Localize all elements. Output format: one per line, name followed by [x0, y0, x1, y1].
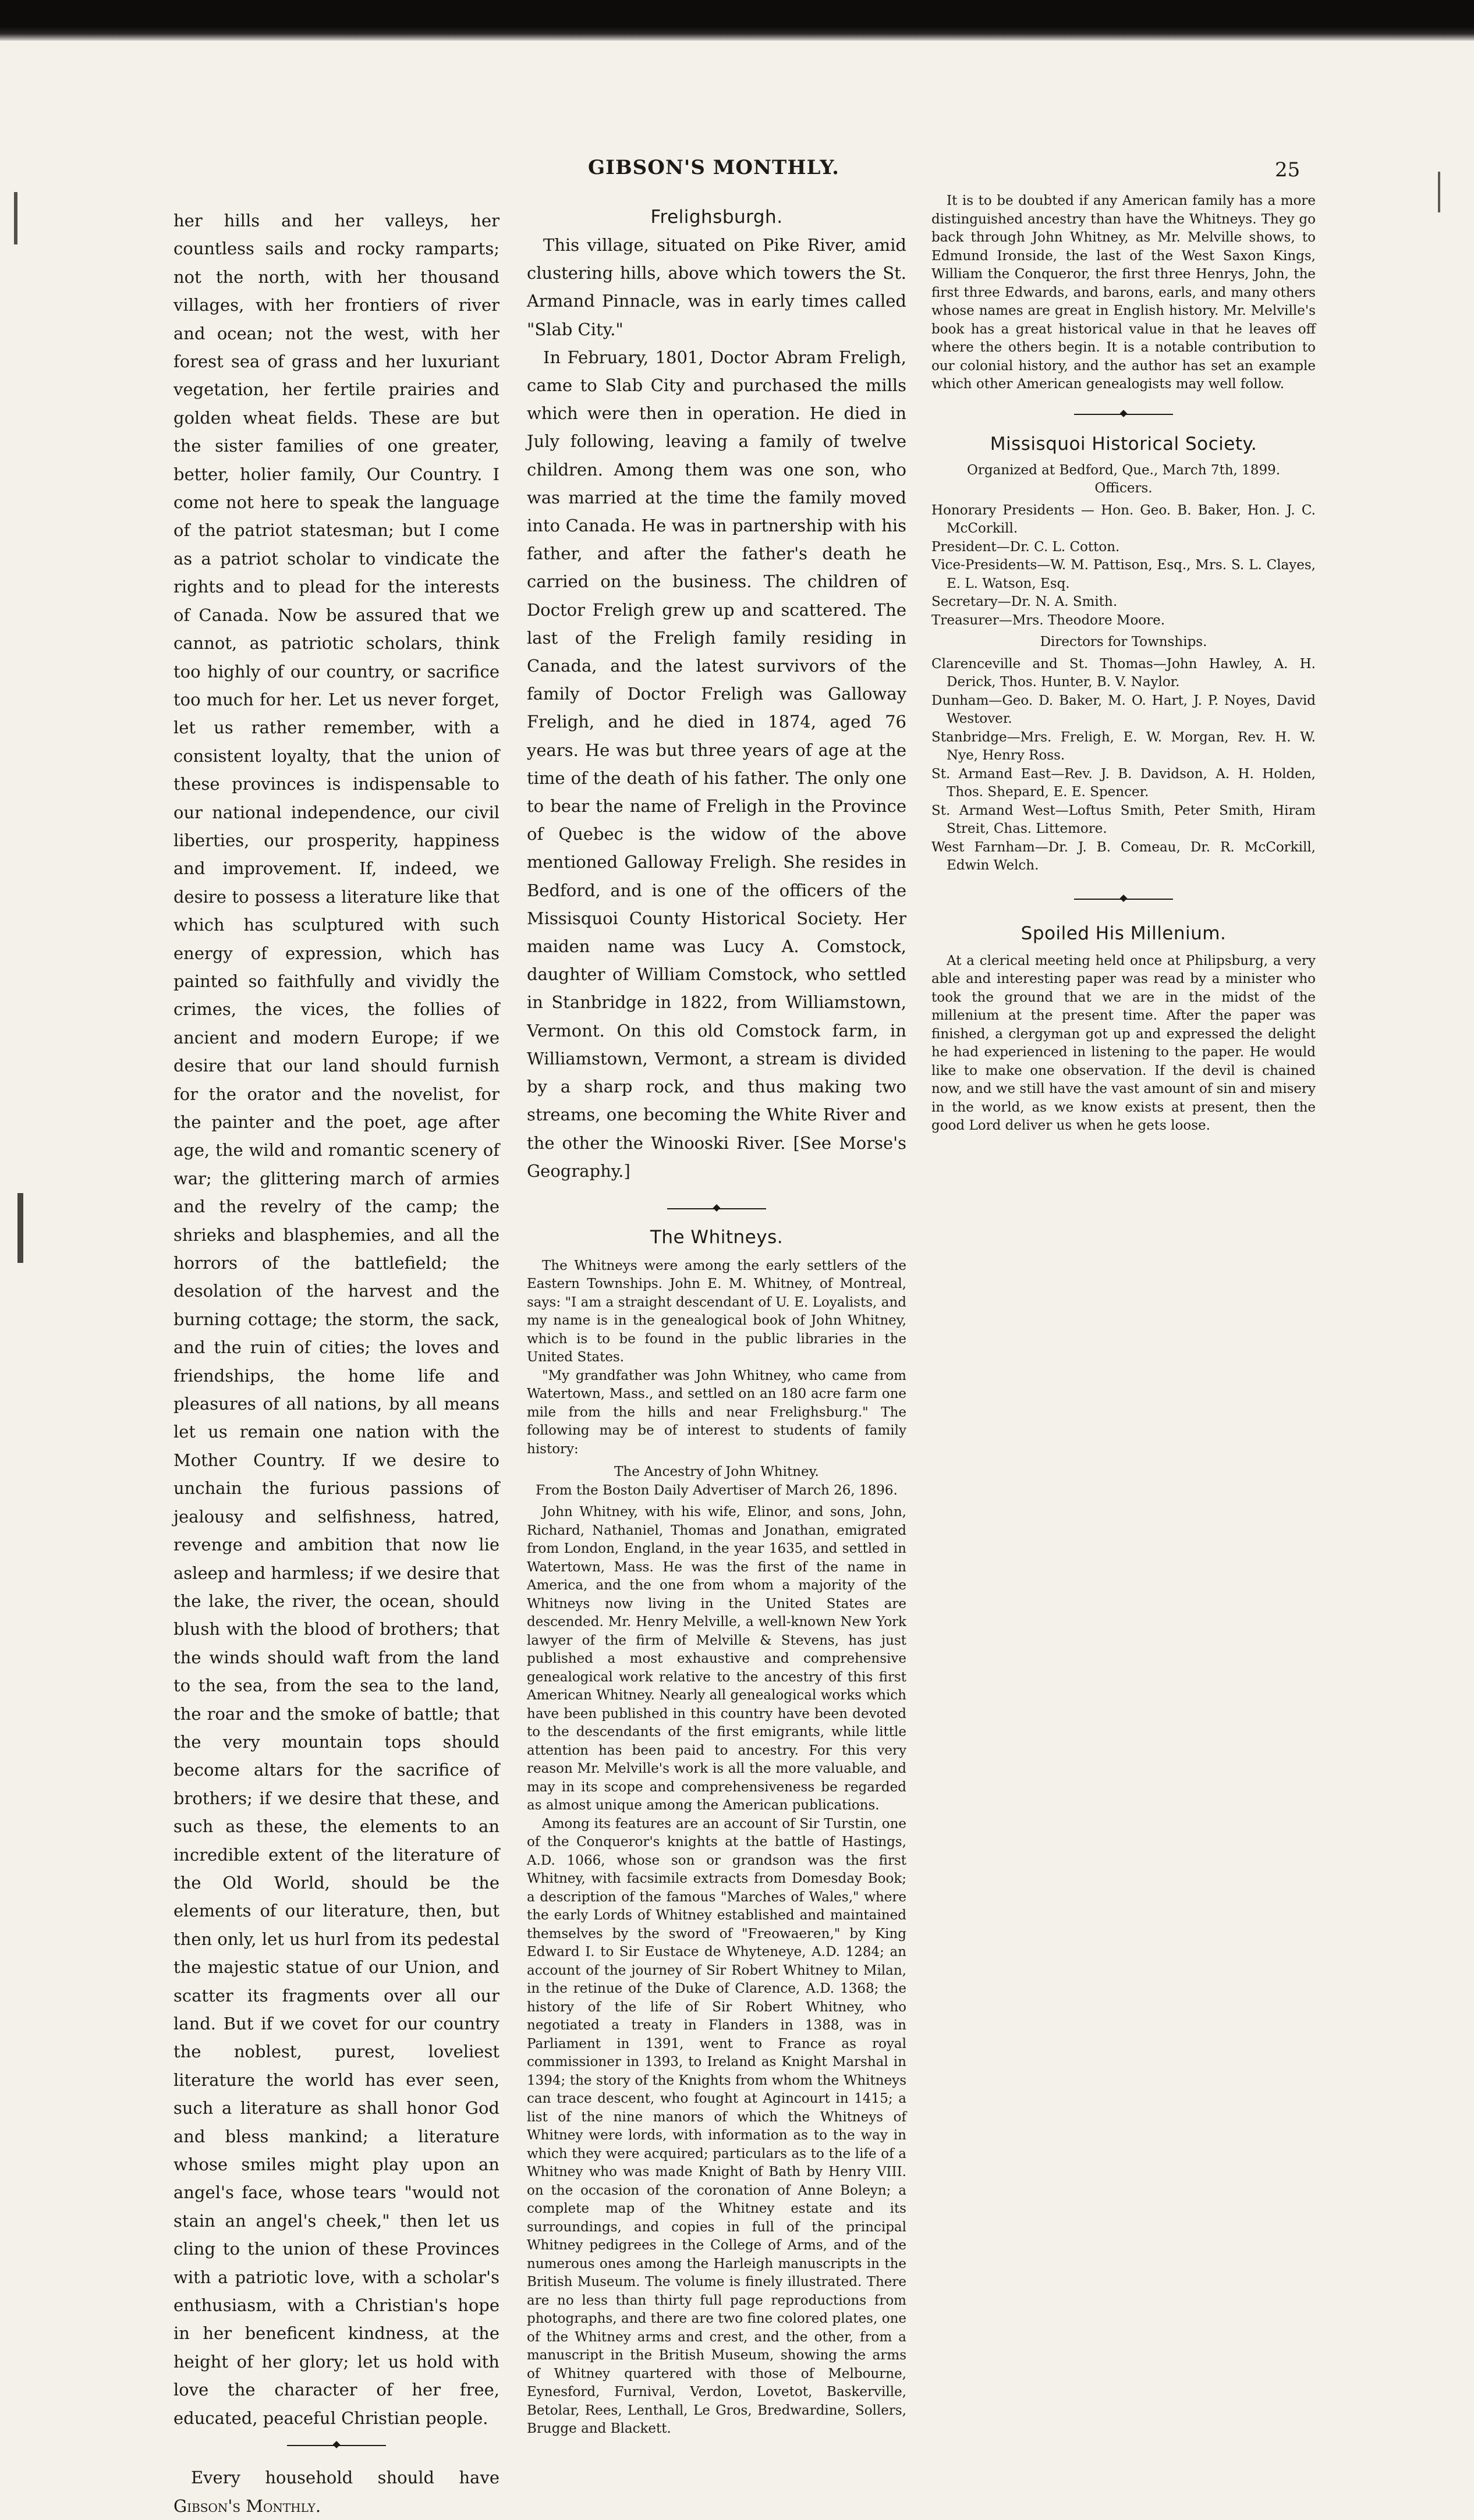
director-entry: Clarenceville and St. Thomas—John Hawley, A. H. Derick, Thos. Hunter, B. V. Naylor. [931, 656, 1316, 690]
millenium-article [931, 952, 1316, 1135]
notice-text: Every household should have [191, 2468, 499, 2488]
officer-entry: Honorary Presidents — Hon. Geo. B. Baker, Hon. J. C. McCorkill. [931, 502, 1316, 536]
officer-entry: Treasurer—Mrs. Theodore Moore. [931, 612, 1165, 628]
section-divider [1074, 899, 1173, 900]
page-number: 25 [1275, 158, 1301, 182]
column-3 [931, 192, 1316, 1135]
section-divider [287, 2445, 386, 2446]
article-paragraph: At a clerical meeting held once at Philipsburg, a very able and interesting paper was read by a minister who took the ground that we are in the midst of the millenium at the present time. After the paper was finished, a clergyman got up and expressed the delight he had experienced in listening to the paper. He would like to make one observation. If the devil is chained now, and we still have the vast amount of sin and misery in the world, as we know exists at present, then the good Lord deliver us when he gets loose. [931, 953, 1316, 1133]
directors-heading: Directors for Townships. [1040, 634, 1207, 649]
director-entry: Dunham—Geo. D. Baker, M. O. Hart, J. P. Noyes, David Westover. [931, 693, 1316, 726]
article-paragraph: Among its features are an account of Sir Turstin, one of the Conqueror's knights at the battle of Hastings, A.D. 1066, whose son or grandson was the first Whitney, with facsimile extracts from Domesday Book; a description of the famous "Marches of Wales," where the early Lords of Whitney established and maintained themselves by the sword of "Freowaeren," by King Edward I. to Sir Eustace de Whyteneye, A.D. 1284; an account of the journey of Sir Robert Whitney to Milan, in the retinue of the Duke of Clarence, A.D. 1368; the history of the life of Sir Robert Whitney, who negotiated a treaty in Flanders in 1388, was in Parliament in 1391, went to France as royal commissioner in 1393, to Ireland as Knight Marshal in 1394; the story of the Knights from whom the Whitneys can trace descent, who fought at Agincourt in 1415; a list of the nine manors of which the Whitneys of Whitney were lords, with information as to the way in which they were acquired; particulars as to the life of a Whitney who was made Knight of Bath by Henry VIII. on the occasion of the coronation of Anne Boleyn; a complete map of the Whitney estate and its surroundings, and copies in full of the principal Whitney pedigrees in the College of Arms, and of the numerous ones among the Harleigh manuscripts in the British Museum. The volume is finely illustrated. There are no less than thirty full page reproductions from photographs, and there are two fine colored plates, one of the Whitney arms and crest, and the other, from a manuscript in the British Museum, showing the arms of Whitney quartered with those of Melbourne, Eynesford, Furnival, Verdon, Lovetot, Baskerville, Betolar, Rees, Lenthall, Le Gros, Bredwardine, Sollers, Brugge and Blackett. [527, 1816, 906, 2437]
article-paragraph: The Whitneys were among the early settlers of the Eastern Townships. John E. M. Whitney, of Montreal, says: "I am a straight descendant of U. E. Loyalists, and my name is in the genealogical book of John Whitney, which is to be found in the public libraries in the United States. [527, 1258, 906, 1365]
scan-mark-left [14, 192, 17, 244]
scan-mark-left-lower [17, 1193, 23, 1263]
notice-publication-name: Gibson's Monthly. [173, 2496, 321, 2516]
article-paragraph: John Whitney, with his wife, Elinor, and sons, John, Richard, Nathaniel, Thomas and Jonathan, emigrated from London, England, in the year 1635, and settled in Watertown, Mass. He was the first of the name in America, and the one from whom a majority of the Whitneys now living in the United States are descended. Mr. Henry Melville, a well-known New York lawyer of the firm of Melville & Stevens, has just published a most exhaustive and comprehensive genealogical work relative to the ancestry of this first American Whitney. Nearly all genealogical works which have been published in this country have been devoted to the descendants of the first emigrants, while little attention has been paid to ancestry. For this very reason Mr. Melville's work is all the more valuable, and may in its scope and comprehensiveness be regarded as almost unique among the American publications. [527, 1504, 906, 1813]
director-entry: St. Armand West—Loftus Smith, Peter Smith, Hiram Streit, Chas. Littemore. [931, 803, 1316, 836]
officer-entry: President—Dr. C. L. Cotton. [931, 539, 1120, 555]
director-entry: West Farnham—Dr. J. B. Comeau, Dr. R. McCorkill, Edwin Welch. [931, 839, 1316, 873]
society-listing [931, 462, 1316, 875]
article-subtitle: The Ancestry of John Whitney. [614, 1464, 819, 1480]
whitneys-continued [931, 192, 1316, 394]
scan-top-border [0, 0, 1474, 41]
article-source: From the Boston Daily Advertiser of March 26, 1896. [536, 1482, 898, 1498]
column-2 [527, 207, 906, 2439]
article-heading-millenium: Spoiled His Millenium. [1021, 922, 1227, 944]
article-heading-missisquoi: Missisquoi Historical Society. [990, 433, 1257, 455]
article-paragraph: "My grandfather was John Whitney, who came from Watertown, Mass., and settled on an 180 acre farm one mile from the hills and near Frelighsburg." The following may be of interest to students of family history: [527, 1368, 906, 1457]
whitneys-article [527, 1257, 906, 2439]
director-entry: Stanbridge—Mrs. Freligh, E. W. Morgan, Rev. H. W. Nye, Henry Ross. [931, 729, 1316, 763]
article-paragraph: This village, situated on Pike River, amid clustering hills, above which towers the St. Armand Pinnacle, was in early times called "Slab City." [527, 235, 906, 339]
officer-entry: Secretary—Dr. N. A. Smith. [931, 594, 1118, 609]
article-paragraph: In February, 1801, Doctor Abram Freligh, came to Slab City and purchased the mills which were then in operation. He died in July following, leaving a family of twelve children. Among them was one son, who was married at the time the family moved into Canada. He was in partnership with his father, and after the father's death he carried on the business. The children of Doctor Freligh grew up and scattered. The last of the Freligh family residing in Canada, and the latest survivors of the family of Doctor Freligh was Galloway Freligh, and he died in 1874, aged 76 years. He was but three years of age at the time of the death of his father. The only one to bear the name of Freligh in the Province of Quebec is the widow of the above mentioned Galloway Freligh. She resides in Bedford, and is one of the officers of the Missisquoi County Historical Society. Her maiden name was Lucy A. Comstock, daughter of William Comstock, who settled in Stanbridge in 1822, from Williamstown, Vermont. On this old Comstock farm, in Williamstown, Vermont, a stream is divided by a sharp rock, and thus making two streams, one becoming the White River and the other the Winooski River. [See Morse's Geography.] [527, 347, 906, 1181]
section-divider [667, 1208, 766, 1209]
page-header [0, 156, 1474, 191]
notice [173, 2464, 499, 2520]
officers-heading: Officers. [1094, 481, 1153, 496]
article-heading-whitneys: The Whitneys. [650, 1226, 784, 1248]
section-divider [1074, 414, 1173, 415]
society-organized: Organized at Bedford, Que., March 7th, 1899. [966, 462, 1281, 478]
article-heading-frelighsburgh: Frelighsburgh. [650, 207, 783, 228]
essay-paragraph: her hills and her valleys, her countless sails and rocky ramparts; not the north, with her thousand villages, with her frontiers of river and ocean; not the west, with her forest sea of grass and her luxuriant vegetation, her fertile prairies and golden wheat fields. These are but the sister families of one greater, better, holier family, Our Country. I come not here to speak the language of the patriot statesman; but I come as a patriot scholar to vindicate the rights and to plead for the interests of Canada. Now be assured that we cannot, as patriotic scholars, think too highly of our country, or sacrifice too much for her. Let us never forget, let us rather remember, with a consistent loyalty, that the union of these provinces is indispensable to our national independence, our civil liberties, our prosperity, happiness and improvement. If, indeed, we desire to possess a literature like that which has sculptured with such energy of expression, which has painted so faithfully and vividly the crimes, the vices, the follies of ancient and modern Europe; if we desire that our land should furnish for the orator and the novelist, for the painter and the poet, age after age, the wild and romantic scenery of war; the glittering march of armies and the revelry of the camp; the shrieks and blasphemies, and all the horrors of the battlefield; the desolation of the harvest and the burning cottage; the storm, the sack, and the ruin of cities; the loves and friendships, the home life and pleasures of all nations, by all means let us remain one nation with the Mother Country. If we desire to unchain the furious passions of jealousy and selfishness, hatred, revenge and ambition that now lie asleep and harmless; if we desire that the lake, the river, the ocean, should blush with the blood of brothers; that the winds should waft from the land to the sea, from the sea to the land, the roar and the smoke of battle; that the very mountain tops should become altars for the sacrifice of brothers; if we desire that these, and such as these, the elements to an incredible extent of the literature of the Old World, should be the elements of our literature, then, but then only, let us hurl from its pedestal the majestic statue of our Union, and scatter its fragments over all our land. But if we covet for our country the noblest, purest, loveliest literature the world has ever seen, such a literature as shall honor God and bless mankind; a literature whose smiles might play upon an angel's face, whose tears "would not stain an angel's cheek," then let us cling to the union of these Provinces with a patriotic love, with a scholar's enthusiasm, with a Christian's hope in her beneficent kindness, at the height of her glory; let us hold with love the character of her free, educated, peaceful Christian people. [173, 211, 499, 2428]
officer-entry: Vice-Presidents—W. M. Pattison, Esq., Mrs. S. L. Clayes, E. L. Watson, Esq. [931, 558, 1316, 591]
article-paragraph: It is to be doubted if any American family has a more distinguished ancestry than have the Whitneys. They go back through John Whitney, as Mr. Melville shows, to Edmund Ironside, the last of the West Saxon Kings, William the Conqueror, the first three Henrys, John, the first three Edwards, and barons, earls, and many others whose names are great in English history. Mr. Melville's book has a great historical value in that he leaves off where the others begin. It is a notable contribution to our colonial history, and the author has set an example which other American genealogists may well follow. [931, 193, 1316, 392]
page-title: GIBSON'S MONTHLY. [588, 156, 839, 179]
director-entry: St. Armand East—Rev. J. B. Davidson, A. H. Holden, Thos. Shepard, E. E. Spencer. [931, 766, 1316, 800]
column-1 [173, 207, 499, 2520]
